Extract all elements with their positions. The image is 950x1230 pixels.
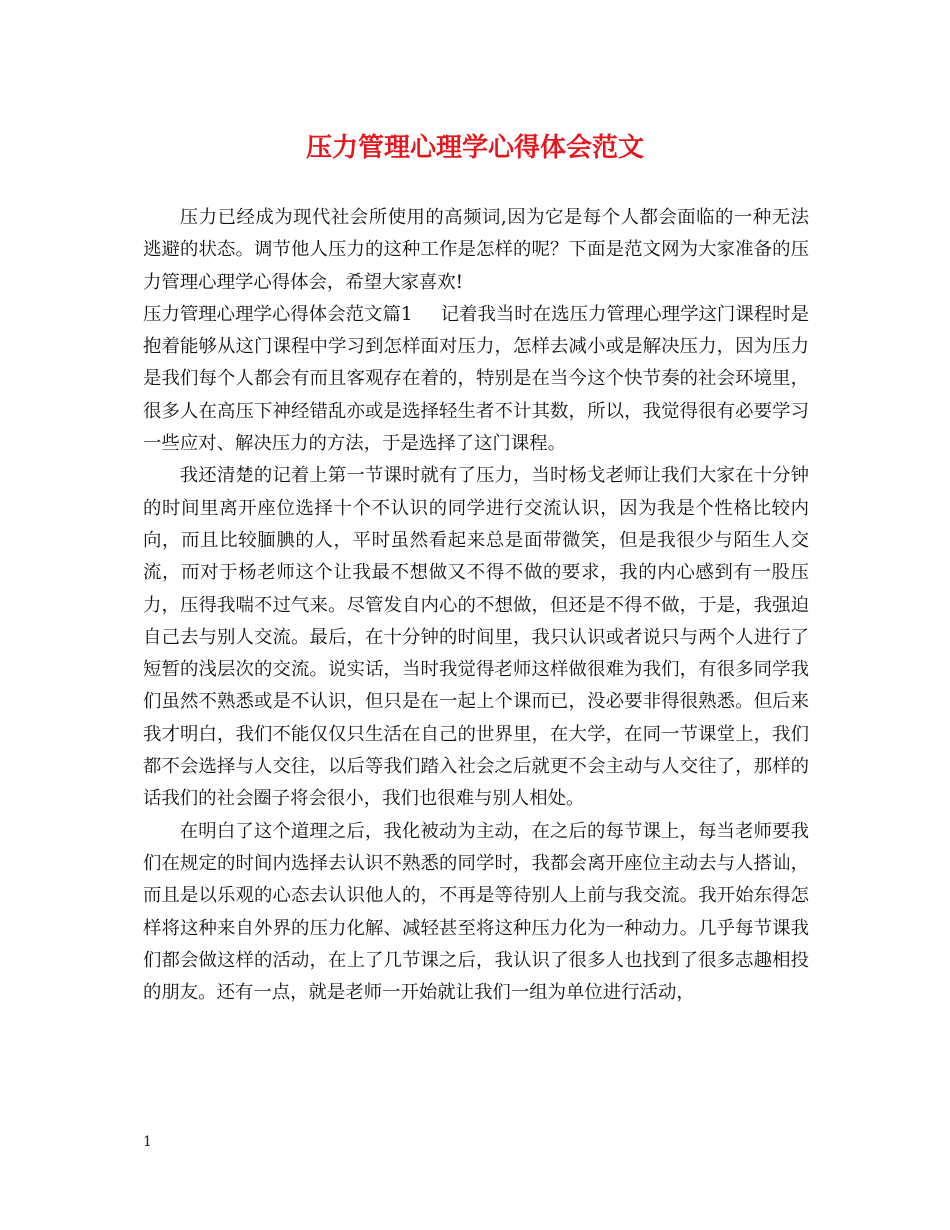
document-body	[143, 202, 809, 1009]
page-number: 1	[143, 1134, 152, 1150]
body-paragraph-3: 在明白了这个道理之后，我化被动为主动，在之后的每节课上，每当老师要我们在规定的时间内选择去认识不熟悉的同学时，我都会离开座位主动去与人搭讪，而且是以乐观的心态去认识他人的，不再是等待别人上前与我交流。我开始东得怎样将这种来自外界的压力化解、减轻甚至将这种压力化为一种动力。几乎每节课我们都会做这样的活动，在上了几节课之后，我认识了很多人也找到了很多志趣相投的朋友。还有一点，就是老师一开始就让我们一组为单位进行活动，	[143, 820, 809, 1004]
section-heading: 压力管理心理学心得体会范文篇1	[143, 303, 413, 325]
body-paragraph-2: 我还清楚的记着上第一节课时就有了压力，当时杨戈老师让我们大家在十分钟的时间里离开座位选择十个不认识的同学进行交流认识，因为我是个性格比较内向，而且比较腼腆的人，平时虽然看起来总是面带微笑，但是我很少与陌生人交流，而对于杨老师这个让我最不想做又不得不做的要求，我的内心感到有一股压力，压得我喘不过气来。尽管发自内心的不想做，但还是不得不做，于是，我强迫自己去与别人交流。最后，在十分钟的时间里，我只认识或者说只与两个人进行了短暂的浅层次的交流。说实话，当时我觉得老师这样做很难为我们，有很多同学我们虽然不熟悉或是不认识，但只是在一起上个课而已，没必要非得很熟悉。但后来我才明白，我们不能仅仅只生活在自己的世界里，在大学，在同一节课堂上，我们都不会选择与人交往，以后等我们踏入社会之后就更不会主动与人交往了，那样的话我们的社会圈子将会很小，我们也很难与别人相处。	[143, 465, 809, 810]
section-first-text: 记着我当时在选压力管理心理学这门课程时是抱着能够从这门课程中学习到怎样面对压力，怎样去减小或是解决压力，因为压力是我们每个人都会有而且客观存在着的，特别是在当今这个快节奏的社会环境里，很多人在高压下神经错乱亦或是选择轻生者不计其数，所以，我觉得很有必要学习一些应对、解决压力的方法，于是选择了这门课程。	[143, 303, 809, 455]
section-first-paragraph	[143, 299, 809, 460]
page-title: 压力管理心理学心得体会范文	[305, 133, 644, 163]
intro-paragraph: 压力已经成为现代社会所使用的高频词,因为它是每个人都会面临的一种无法逃避的状态。调节他人压力的这种工作是怎样的呢？下面是范文网为大家准备的压力管理心理学心得体会，希望大家喜欢!	[143, 207, 809, 293]
